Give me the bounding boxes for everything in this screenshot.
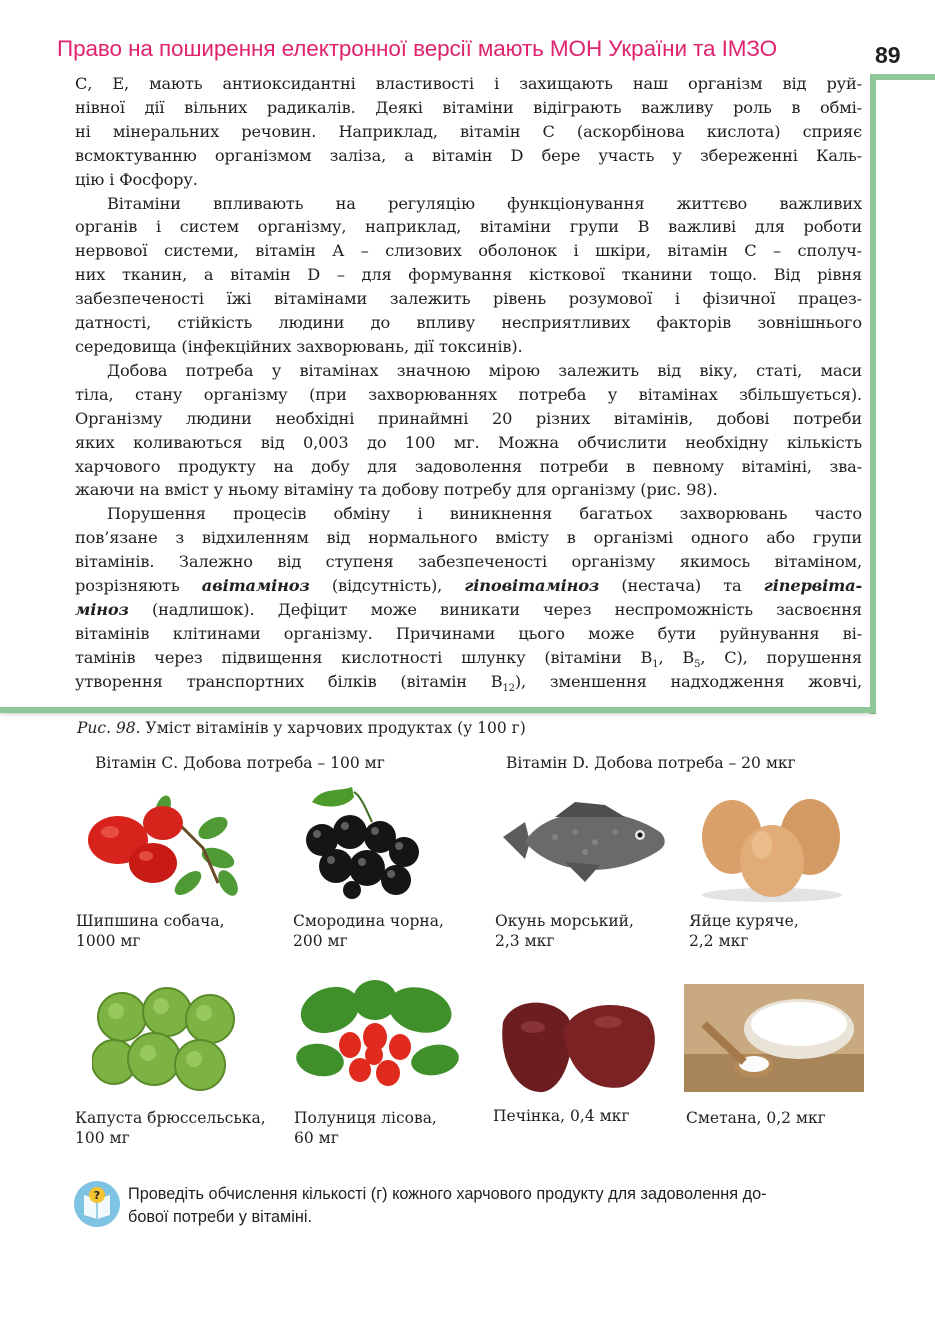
food-name: Яйце куряче, xyxy=(689,912,799,930)
text-line: Організму людини необхідні принаймні 20 різних вітамінів, добові потреби xyxy=(75,408,862,428)
food-amount: 60 мг xyxy=(294,1129,339,1147)
food-amount: 2,2 мкг xyxy=(689,932,749,950)
text-line: цію і Фосфору. xyxy=(75,169,198,189)
text-segment: (надлишок). Дефіцит може виникати через неспроможність засвоєння xyxy=(128,599,862,619)
text-line: тіла, стану організму (при захворюваннях потреба у вітамінах збільшується). xyxy=(75,384,862,404)
text-line: Порушення процесів обміну і виникнення багатьох захворювань часто xyxy=(107,504,862,524)
text-line: яких коливаються від 0,003 до 100 мг. Можна обчислити необхідну кількість xyxy=(75,432,862,452)
text-line: Вітаміни впливають на регуляцію функціонування життєво важливих xyxy=(107,193,862,213)
food-amount: 2,3 мкг xyxy=(495,932,555,950)
sea-bass-image xyxy=(495,797,673,887)
term-avitaminosis: авітаміноз xyxy=(201,576,310,596)
paragraph-3 xyxy=(75,359,862,502)
food-name: Сметана, 0,2 мкг xyxy=(686,1109,826,1127)
text-segment: розрізняють xyxy=(75,576,202,596)
page-number: 89 xyxy=(875,42,901,68)
food-label-brussels xyxy=(75,1108,266,1148)
food-name: Шипшина собача, xyxy=(76,912,225,930)
figure-caption-text: Уміст вітамінів у харчових продуктах (у 100 г) xyxy=(140,719,526,737)
food-label-strawberry xyxy=(294,1108,437,1148)
food-label-seabass xyxy=(495,911,634,951)
frame-bottom-border xyxy=(0,707,876,713)
text-segment: , В xyxy=(658,647,695,667)
paragraph-4 xyxy=(75,502,862,693)
sour-cream-image xyxy=(684,984,864,1092)
text-line: середовища (інфекційних захворювань, дії токсинів). xyxy=(75,336,523,356)
text-line: ні мінеральних речовин. Наприклад, вітамін С (аскорбінова кислота) сприяє xyxy=(75,121,862,141)
subscript: 1 xyxy=(652,658,659,670)
text-line: вітамінів клітинами організму. Причинами цього може бути руйнування ві- xyxy=(75,623,862,643)
food-name: Смородина чорна, xyxy=(293,912,444,930)
food-name: Полуниця лісова, xyxy=(294,1109,437,1127)
text-line: жаючи на вміст у ньому вітаміну та добову потребу для організму (рис. 98). xyxy=(75,480,718,500)
black-currant-image xyxy=(292,782,430,900)
figure-caption xyxy=(77,719,526,737)
vitamin-d-heading: Вітамін D. Добова потреба – 20 мкг xyxy=(506,754,796,772)
subscript: 12 xyxy=(502,682,515,694)
text-segment: (нестача) та xyxy=(599,576,764,596)
food-label-egg xyxy=(689,911,799,951)
text-line: органів і систем організму, наприклад, вітаміни групи В важливі для роботи xyxy=(75,217,862,237)
frame-top-tab xyxy=(876,74,935,80)
eggs-image xyxy=(692,793,852,903)
food-label-currant xyxy=(293,911,444,951)
text-line: С, Е, мають антиоксидантні властивості і захищають наш організм від руй- xyxy=(75,74,862,93)
text-line: вітамінів. Залежно від ступеня забезпеченості організму якимось вітаміном, xyxy=(75,552,862,572)
term-hypovitaminosis: гіповітаміноз xyxy=(464,576,600,596)
text-line: Добова потреба у вітамінах значною мірою залежить від віку, статі, маси xyxy=(107,360,862,380)
main-text xyxy=(75,72,862,694)
food-label-sour-cream xyxy=(686,1108,826,1128)
task-text xyxy=(128,1183,868,1229)
paragraph-2 xyxy=(75,192,862,359)
subscript: 5 xyxy=(694,658,701,670)
wild-strawberry-image xyxy=(290,975,462,1097)
paragraph-1 xyxy=(75,72,862,192)
task-question-icon xyxy=(74,1181,120,1227)
text-line xyxy=(75,598,862,622)
frame-right-border xyxy=(870,74,876,714)
text-line: датності, стійкість людини до впливу несприятливих факторів зовнішнього xyxy=(75,313,862,333)
food-amount: 200 мг xyxy=(293,932,348,950)
food-name: Печінка, 0,4 мкг xyxy=(493,1107,630,1125)
term-hypervitaminosis-end: міноз xyxy=(75,599,129,619)
brussels-sprouts-image xyxy=(92,987,242,1097)
text-line: пов’язане з відхиленням від нормального вмісту в організмі одного або групи xyxy=(75,528,862,548)
text-line: забезпеченості їжі вітамінами залежить рівень розумової і фізичної працез- xyxy=(75,289,862,309)
text-line: всмоктуванню організмом заліза, а вітамін D бере участь у збереженні Каль- xyxy=(75,145,862,165)
text-line xyxy=(75,646,862,670)
text-line: нервової системи, вітамін А – слизових оболонок і шкіри, вітамін С – сполуч- xyxy=(75,241,862,261)
text-line: нівної дії вільних радикалів. Деякі вітаміни відіграють важливу роль в обмі- xyxy=(75,97,862,117)
food-label-rosehip xyxy=(76,911,225,951)
text-line: харчового продукту на добу для задоволення потреби в певному вітаміні, зва- xyxy=(75,456,862,476)
text-line xyxy=(75,670,862,694)
text-segment: (відсутність), xyxy=(309,576,465,596)
liver-image xyxy=(493,992,665,1102)
food-amount: 100 мг xyxy=(75,1129,130,1147)
term-hypervitaminosis: гіпервіта- xyxy=(763,576,863,596)
task-line: Проведіть обчислення кількості (г) кожного харчового продукту для задоволення до- xyxy=(128,1185,767,1203)
task-line: бової потреби у вітаміні. xyxy=(128,1208,312,1226)
figure-label: Рис. 98. xyxy=(77,719,141,737)
text-segment: , С), порушення xyxy=(700,647,862,667)
copyright-header: Право на поширення електронної версії мають МОН України та ІМЗО xyxy=(57,36,778,61)
text-line xyxy=(75,574,862,598)
food-name: Капуста брюссельська, xyxy=(75,1109,266,1127)
vitamin-c-heading: Вітамін С. Добова потреба – 100 мг xyxy=(95,754,385,772)
svg-text:?: ? xyxy=(93,1189,101,1202)
text-line: них тканин, а вітамін D – для формування кісткової тканини тощо. Від рівня xyxy=(75,265,862,285)
text-segment: ), зменшення надходження жовчі, xyxy=(514,671,862,691)
food-amount: 1000 мг xyxy=(76,932,141,950)
text-segment: тамінів через підвищення кислотності шлунку (вітаміни В xyxy=(75,647,653,667)
food-name: Окунь морський, xyxy=(495,912,634,930)
text-segment: утворення транспортних білків (вітамін В xyxy=(75,671,503,691)
food-label-liver xyxy=(493,1106,629,1126)
rose-hip-image xyxy=(78,788,243,900)
